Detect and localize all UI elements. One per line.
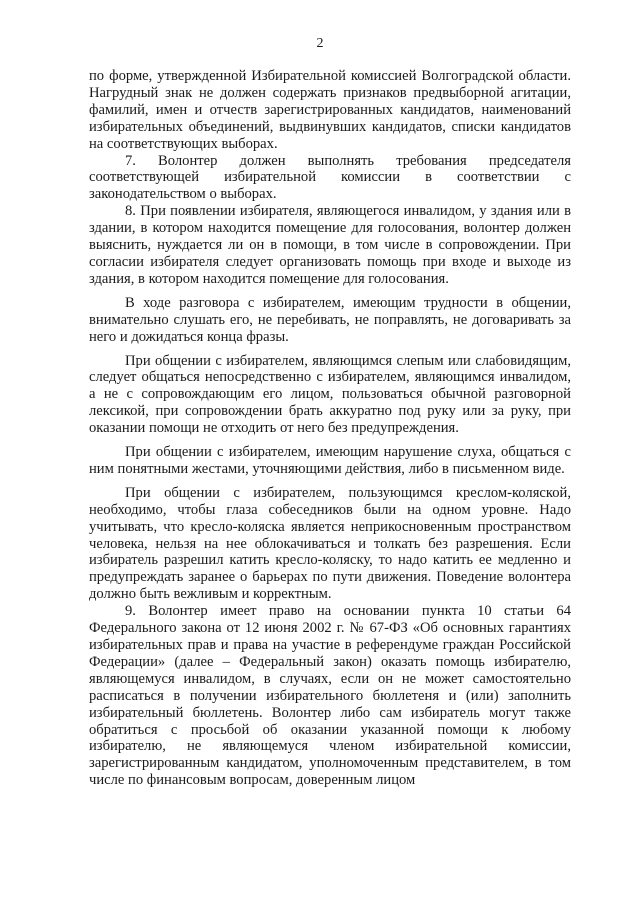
- paragraph-item-7: 7. Волонтер должен выполнять требования председателя соответствующей избирательной комиссии в соответствии с законодательством о выборах.: [89, 152, 571, 203]
- paragraph-hearing-impaired: При общении с избирателем, имеющим нарушение слуха, общаться с ним понятными жестами, уточняющими действия, либо в письменном виде.: [89, 444, 571, 477]
- paragraph-continuation: по форме, утвержденной Избирательной комиссией Волгоградской области. Нагрудный знак не должен содержать признаков предвыборной агитации, фамилий, имен и отчеств зарегистрированных кандидатов, наименований избирательных объединений, выдвинувших кандидатов, списки кандидатов на соответствующих выборах.: [89, 68, 571, 152]
- document-body: [89, 68, 571, 789]
- paragraph-item-8: 8. При появлении избирателя, являющегося инвалидом, у здания или в здании, в котором находится помещение для голосования, волонтер должен выяснить, нуждается ли он в помощи, в том числе в сопровождении. При согласии избирателя следует организовать помощь при входе и выходе из здания, в котором находится помещение для голосования.: [89, 203, 571, 287]
- paragraph-item-9: 9. Волонтер имеет право на основании пункта 10 статьи 64 Федерального закона от 12 июня 2002 г. № 67-ФЗ «Об основных гарантиях избирательных прав и права на участие в референдуме граждан Российской Федерации» (далее – Федеральный закон) оказать помощь избирателю, являющемуся инвалидом, в случаях, если он не может самостоятельно расписаться в получении избирательного бюллетеня и (или) заполнить избирательный бюллетень. Волонтер либо сам избиратель могут также обратиться с просьбой об оказании указанной помощи к любому избирателю, не являющемуся членом избирательной комиссии, зарегистрированным кандидатом, уполномоченным представителем, в том числе по финансовым вопросам, доверенным лицом: [89, 603, 571, 789]
- paragraph-blind-voters: При общении с избирателем, являющимся слепым или слабовидящим, следует общаться непосредственно с избирателем, являющимся инвалидом, а не с сопровождающим его лицом, пользоваться обычной разговорной лексикой, при сопровождении брать аккуратно под руку или за руку, при оказании помощи не отходить от него без предупреждения.: [89, 352, 571, 437]
- page-number: 2: [316, 36, 324, 51]
- paragraph-wheelchair-users: При общении с избирателем, пользующимся креслом-коляской, необходимо, чтобы глаза собеседников были на одном уровне. Надо учитывать, что кресло-коляска является неприкосновенным пространством человека, нельзя на нее облокачиваться и толкать без разрешения. Если избиратель разрешил катить кресло-коляску, то надо катить ее медленно и предупреждать заранее о барьерах по пути движения. Поведение волонтера должно быть вежливым и корректным.: [89, 484, 571, 603]
- paragraph-communication-difficulties: В ходе разговора с избирателем, имеющим трудности в общении, внимательно слушать его, не перебивать, не поправлять, не договаривать за него и дожидаться конца фразы.: [89, 294, 571, 345]
